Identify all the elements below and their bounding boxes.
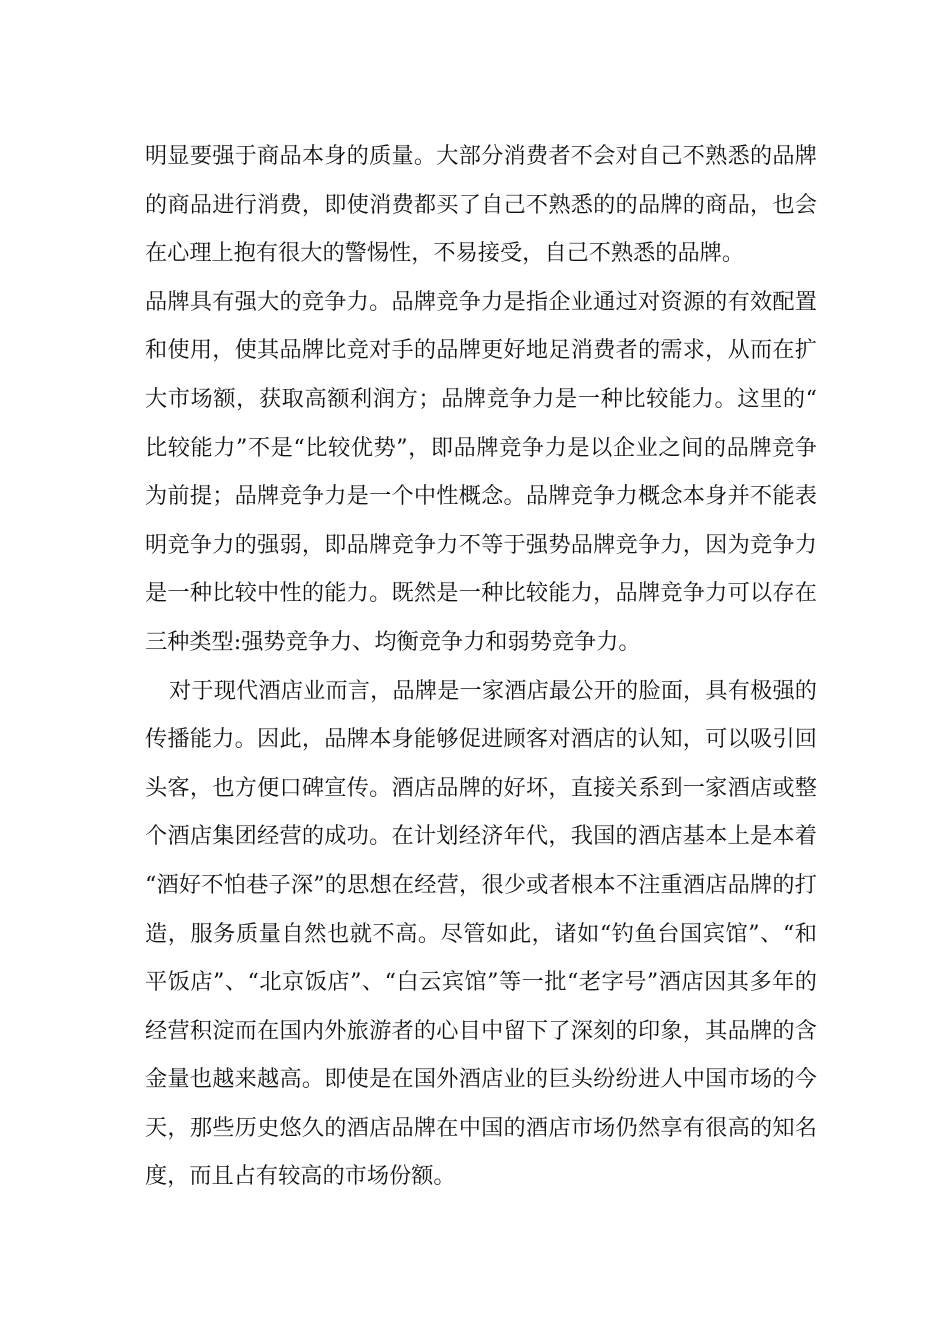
paragraph-1: 明显要强于商品本身的质量。大部分消费者不会对自己不熟悉的品牌的商品进行消费，即使消费都买了自己不熟悉的的品牌的商品，也会在心理上抱有很大的警惕性，不易接受，自己不熟悉的品牌。 [145, 143, 817, 267]
body-text [145, 132, 817, 1201]
paragraph-2: 品牌具有强大的竞争力。品牌竞争力是指企业通过对资源的有效配置和使用，使其品牌比竞对手的品牌更好地足消费者的需求，从而在扩大市场额，获取高额利润方；品牌竞争力是一种比较能力。这里的“比较能力”不是“比较优势”，即品牌竞争力是以企业之间的品牌竞争为前提；品牌竞争力是一个中性概念。品牌竞争力概念本身并不能表明竞争力的强弱，即品牌竞争力不等于强势品牌竞争力，因为竞争力是一种比较中性的能力。既然是一种比较能力，品牌竞争力可以存在三种类型:强势竞争力、均衡竞争力和弱势竞争力。 [145, 288, 817, 655]
paragraph-3: 对于现代酒店业而言，品牌是一家酒店最公开的脸面，具有极强的传播能力。因此，品牌本身能够促进顾客对酒店的认知，可以吸引回头客，也方便口碑宣传。酒店品牌的好坏，直接关系到一家酒店或整个酒店集团经营的成功。在计划经济年代，我国的酒店基本上是本着“酒好不怕巷子深”的思想在经营，很少或者根本不注重酒店品牌的打造，服务质量自然也就不高。尽管如此，诸如“钓鱼台国宾馆”、“和平饭店”、“北京饭店”、“白云宾馆”等一批“老字号”酒店因其多年的经营积淀而在国内外旅游者的心目中留下了深刻的印象，其品牌的含金量也越来越高。即使是在国外酒店业的巨头纷纷进人中国市场的今天，那些历史悠久的酒店品牌在中国的酒店市场仍然享有很高的知名度，而且占有较高的市场份额。 [145, 677, 817, 1190]
